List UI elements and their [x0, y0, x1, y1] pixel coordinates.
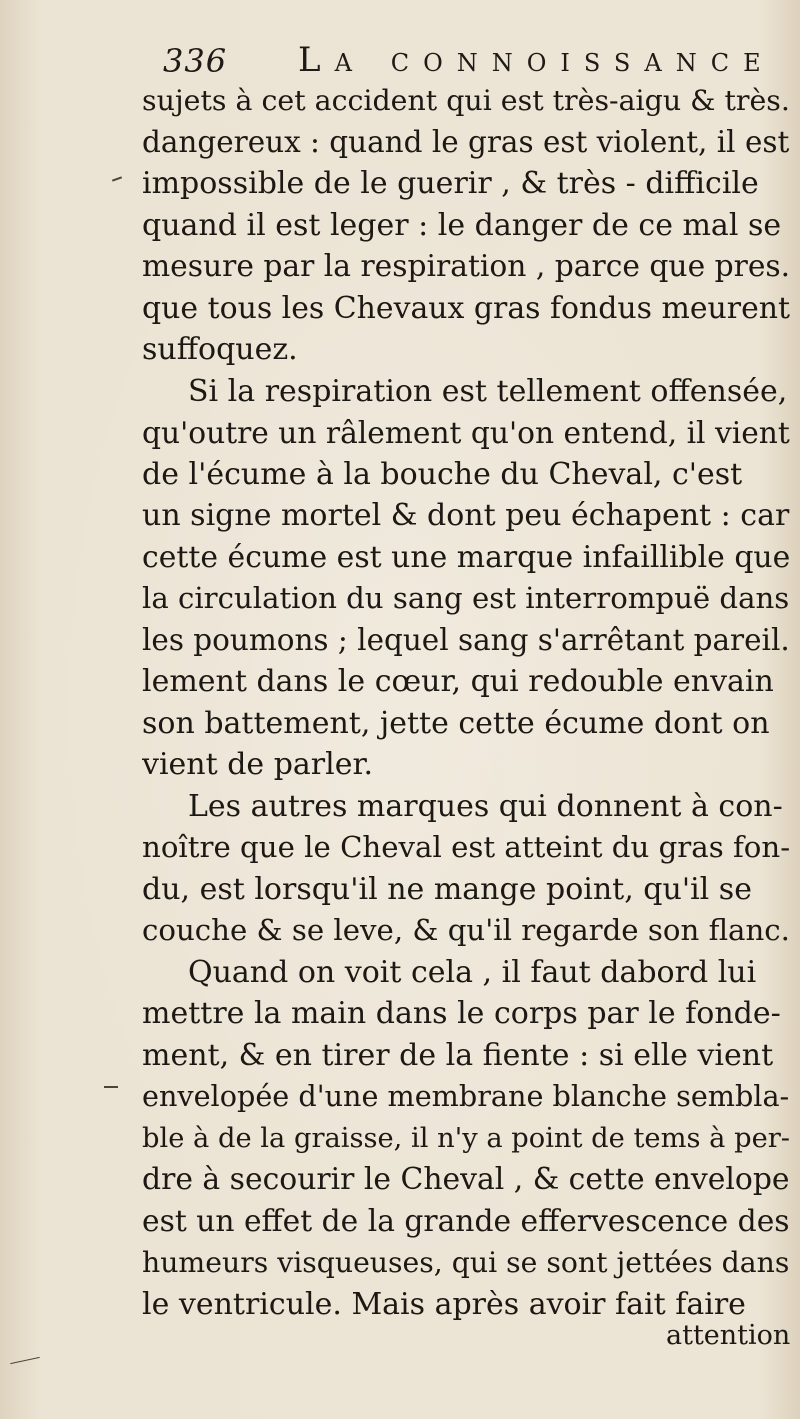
text-line: envelopée d'une membrane blanche sembla- — [142, 1079, 790, 1113]
text-line: ment, & en tirer de la fiente : si elle vient — [142, 1037, 774, 1073]
body-text — [142, 80, 800, 1325]
text-line: Quand on voit cela , il faut dabord lui — [188, 954, 757, 990]
text-line: quand il est leger : le danger de ce mal se — [142, 207, 782, 243]
text-line: sujets à cet accident qui est très-aigu & très. — [142, 84, 790, 117]
text-line: son battement, jette cette écume dont on — [142, 705, 770, 741]
text-line: Les autres marques qui donnent à con- — [188, 788, 783, 824]
text-line: lement dans le cœur, qui redouble envain — [142, 664, 774, 699]
margin-mark — [104, 1086, 118, 1088]
text-line: mettre la main dans le corps par le fonde- — [142, 996, 781, 1031]
catchword: attention — [666, 1320, 791, 1351]
text-line: qu'outre un râlement qu'on entend, il vient — [142, 415, 790, 450]
text-line: dangereux : quand le gras est violent, il est — [142, 124, 790, 159]
text-line: cette écume est une marque infaillible que — [142, 539, 791, 575]
text-line: noître que le Cheval est atteint du gras fon- — [142, 830, 791, 864]
text-line: Si la respiration est tellement offensée, — [188, 373, 788, 409]
text-line: les poumons ; lequel sang s'arrêtant pareil. — [142, 622, 790, 657]
text-line: impossible de le guerir , & très - difficile — [142, 166, 759, 201]
text-line: suffoquez. — [142, 332, 298, 367]
running-title: La connoissance — [298, 40, 775, 80]
text-line: est un effet de la grande effervescence des — [142, 1203, 790, 1239]
text-line: ble à de la graisse, il n'y a point de tems à per- — [142, 1122, 791, 1154]
text-line: mesure par la respiration , parce que pres. — [142, 249, 791, 284]
text-line: vient de parler. — [142, 747, 374, 782]
text-line: le ventricule. Mais après avoir fait faire — [142, 1286, 746, 1322]
text-line: un signe mortel & dont peu échapent : car — [142, 498, 790, 533]
text-line: que tous les Chevaux gras fondus meurent — [142, 290, 791, 326]
text-line: la circulation du sang est interrompuë dans — [142, 581, 790, 615]
text-line: du, est lorsqu'il ne mange point, qu'il se — [142, 871, 752, 907]
margin-mark — [112, 176, 122, 181]
text-line: de l'écume à la bouche du Cheval, c'est — [142, 456, 743, 492]
margin-mark — [10, 1357, 40, 1364]
text-line: dre à secourir le Cheval , & cette envelope — [142, 1162, 790, 1197]
text-line: humeurs visqueuses, qui se sont jettées dans — [142, 1246, 790, 1279]
text-line: couche & se leve, & qu'il regarde son flanc. — [142, 913, 790, 947]
page-number: 336 — [163, 42, 228, 80]
